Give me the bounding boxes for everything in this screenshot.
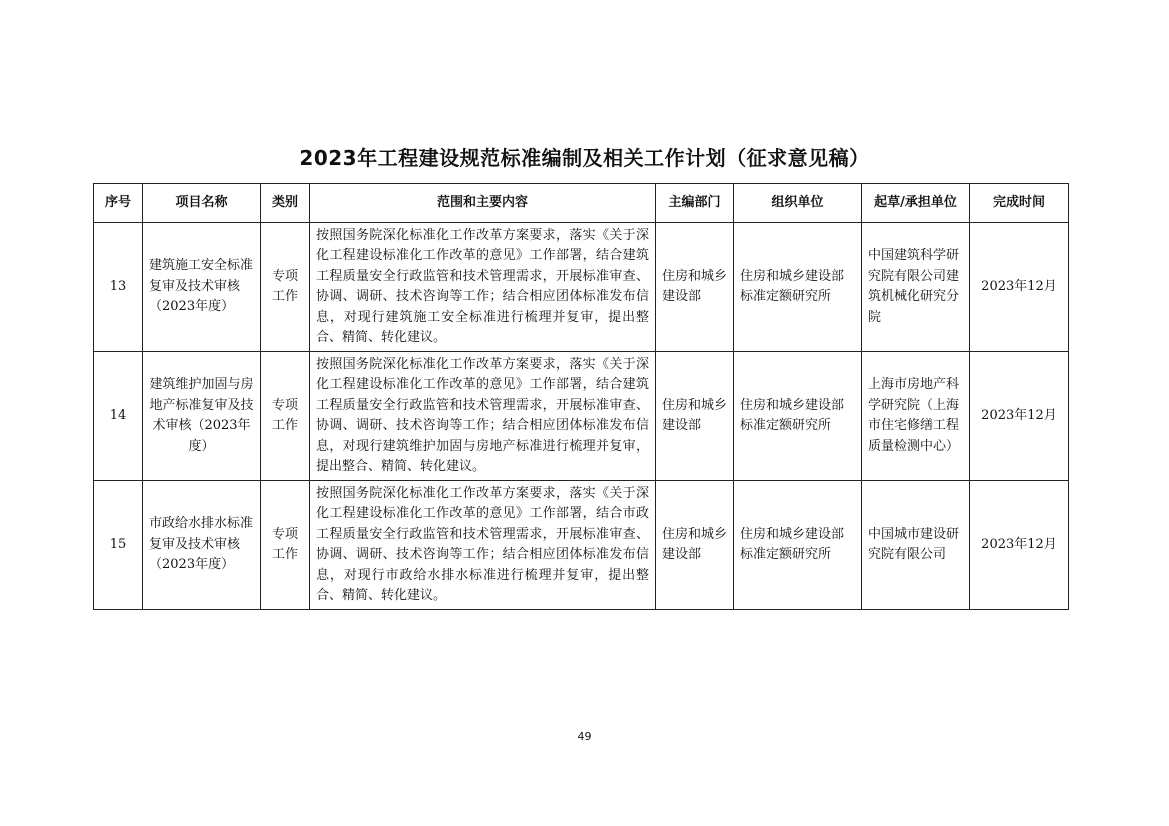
row-deadline: 2023年12月 — [970, 223, 1069, 352]
row-no: 15 — [94, 481, 143, 610]
work-plan-table — [93, 183, 1069, 610]
table-row — [94, 352, 1069, 481]
row-category: 专项工作 — [261, 481, 310, 610]
row-no: 14 — [94, 352, 143, 481]
row-category: 专项工作 — [261, 223, 310, 352]
table-header-row — [94, 184, 1069, 223]
row-organizer: 住房和城乡建设部标准定额研究所 — [734, 481, 862, 610]
header-organizer: 组织单位 — [734, 184, 862, 223]
row-scope: 按照国务院深化标准化工作改革方案要求，落实《关于深化工程建设标准化工作改革的意见》工作部署，结合市政工程质量安全行政监管和技术管理需求，开展标准审查、协调、调研、技术咨询等工作；结合相应团体标准发布信息，对现行市政给水排水标准进行梳理并复审，提出整合、精简、转化建议。 — [310, 481, 656, 610]
row-organizer: 住房和城乡建设部标准定额研究所 — [734, 352, 862, 481]
header-scope: 范围和主要内容 — [310, 184, 656, 223]
table-row — [94, 481, 1069, 610]
row-deadline: 2023年12月 — [970, 352, 1069, 481]
row-editor-dept: 住房和城乡建设部 — [656, 223, 734, 352]
page-number: 49 — [577, 730, 592, 743]
row-scope: 按照国务院深化标准化工作改革方案要求，落实《关于深化工程建设标准化工作改革的意见》工作部署，结合建筑工程质量安全行政监管和技术管理需求，开展标准审查、协调、调研、技术咨询等工作；结合相应团体标准发布信息，对现行建筑维护加固与房地产标准进行梳理并复审，提出整合、精简、转化建议。 — [310, 352, 656, 481]
row-editor-dept: 住房和城乡建设部 — [656, 481, 734, 610]
row-drafter: 中国建筑科学研究院有限公司建筑机械化研究分院 — [862, 223, 970, 352]
row-project-name: 建筑施工安全标准复审及技术审核（2023年度） — [143, 223, 261, 352]
row-deadline: 2023年12月 — [970, 481, 1069, 610]
row-project-name: 市政给水排水标准复审及技术审核（2023年度） — [143, 481, 261, 610]
header-no: 序号 — [94, 184, 143, 223]
row-scope: 按照国务院深化标准化工作改革方案要求，落实《关于深化工程建设标准化工作改革的意见》工作部署，结合建筑工程质量安全行政监管和技术管理需求，开展标准审查、协调、调研、技术咨询等工作；结合相应团体标准发布信息，对现行建筑施工安全标准进行梳理并复审，提出整合、精简、转化建议。 — [310, 223, 656, 352]
row-category: 专项工作 — [261, 352, 310, 481]
row-project-name: 建筑维护加固与房地产标准复审及技术审核（2023年度） — [143, 352, 261, 481]
row-editor-dept: 住房和城乡建设部 — [656, 352, 734, 481]
row-drafter: 中国城市建设研究院有限公司 — [862, 481, 970, 610]
header-drafter: 起草/承担单位 — [862, 184, 970, 223]
table-row — [94, 223, 1069, 352]
row-organizer: 住房和城乡建设部标准定额研究所 — [734, 223, 862, 352]
row-drafter: 上海市房地产科学研究院（上海市住宅修缮工程质量检测中心） — [862, 352, 970, 481]
header-category: 类别 — [261, 184, 310, 223]
header-deadline: 完成时间 — [970, 184, 1069, 223]
header-editor-dept: 主编部门 — [656, 184, 734, 223]
document-title: 2023年工程建设规范标准编制及相关工作计划（征求意见稿） — [299, 146, 870, 170]
row-no: 13 — [94, 223, 143, 352]
header-project-name: 项目名称 — [143, 184, 261, 223]
